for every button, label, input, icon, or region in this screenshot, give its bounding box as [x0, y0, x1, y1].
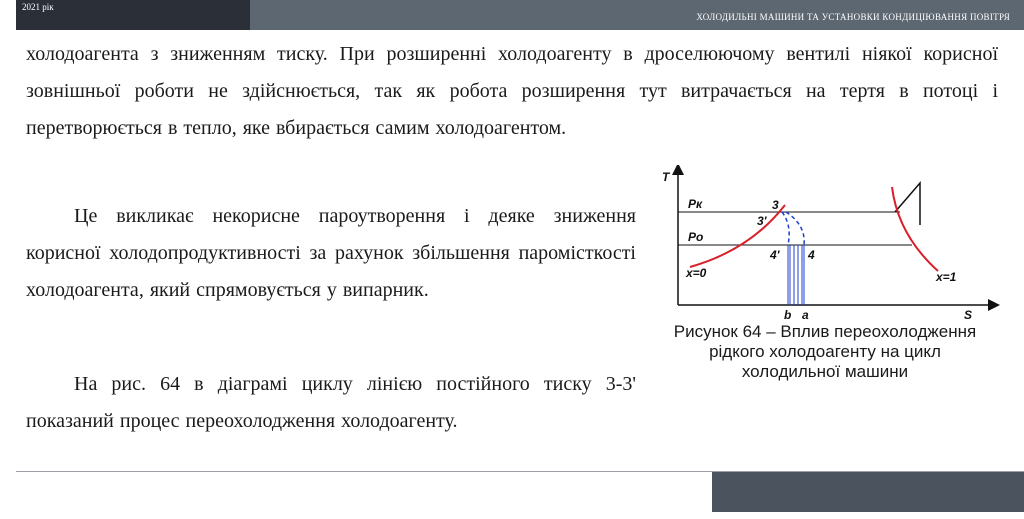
- hatched-area: [788, 245, 804, 305]
- label-point-4: 4: [808, 248, 815, 262]
- header-year-block: [16, 0, 250, 30]
- footer-bar: [712, 472, 1024, 512]
- label-po: Pо: [688, 230, 704, 244]
- ts-diagram: [660, 165, 1000, 325]
- label-point-4-prime: 4': [770, 248, 780, 262]
- paragraph-1: холодоагента з зниженням тиску. При розширенні холодоагенту в дроселюючому вентилі ніякої корисної зовнішньої роботи не здійснюється, так як робота розширення тут витрачається на тертя в потоці і перетворюється в тепло, яке вбирається самим холодоагентом.: [26, 43, 998, 139]
- label-pk: Pк: [688, 197, 703, 211]
- label-b: b: [784, 308, 792, 322]
- label-axis-t: T: [662, 170, 670, 184]
- year-label: 2021 рік: [22, 2, 54, 12]
- label-x1: x=1: [936, 270, 957, 284]
- label-x0: x=0: [686, 266, 707, 280]
- label-point-3-prime: 3': [757, 214, 767, 228]
- throttle-dashed-line-1: [782, 212, 789, 245]
- label-axis-s: S: [964, 308, 973, 322]
- compression-line: [895, 183, 920, 225]
- header-title-block: [250, 0, 1024, 30]
- label-point-3: 3: [772, 198, 779, 212]
- paragraph-3: На рис. 64 в діаграмі циклу лінією постійного тиску 3-3' показаний процес переохолодження холодоагенту.: [26, 373, 636, 432]
- paragraph-2: Це викликає некорисне пароутворення і деяке зниження корисної холодопродуктивності за рахунок збільшення паромісткості холодоагента, який спрямовується у випарник.: [26, 205, 636, 301]
- saturated-vapor-curve: [892, 187, 938, 271]
- label-a: a: [802, 308, 809, 322]
- figure-caption: Рисунок 64 – Вплив переохолодження рідкого холодоагенту на цикл холодильної машини: [673, 322, 977, 381]
- document-title: ХОЛОДИЛЬНІ МАШИНИ ТА УСТАНОВКИ КОНДИЦІЮВАННЯ ПОВІТРЯ: [696, 12, 1010, 22]
